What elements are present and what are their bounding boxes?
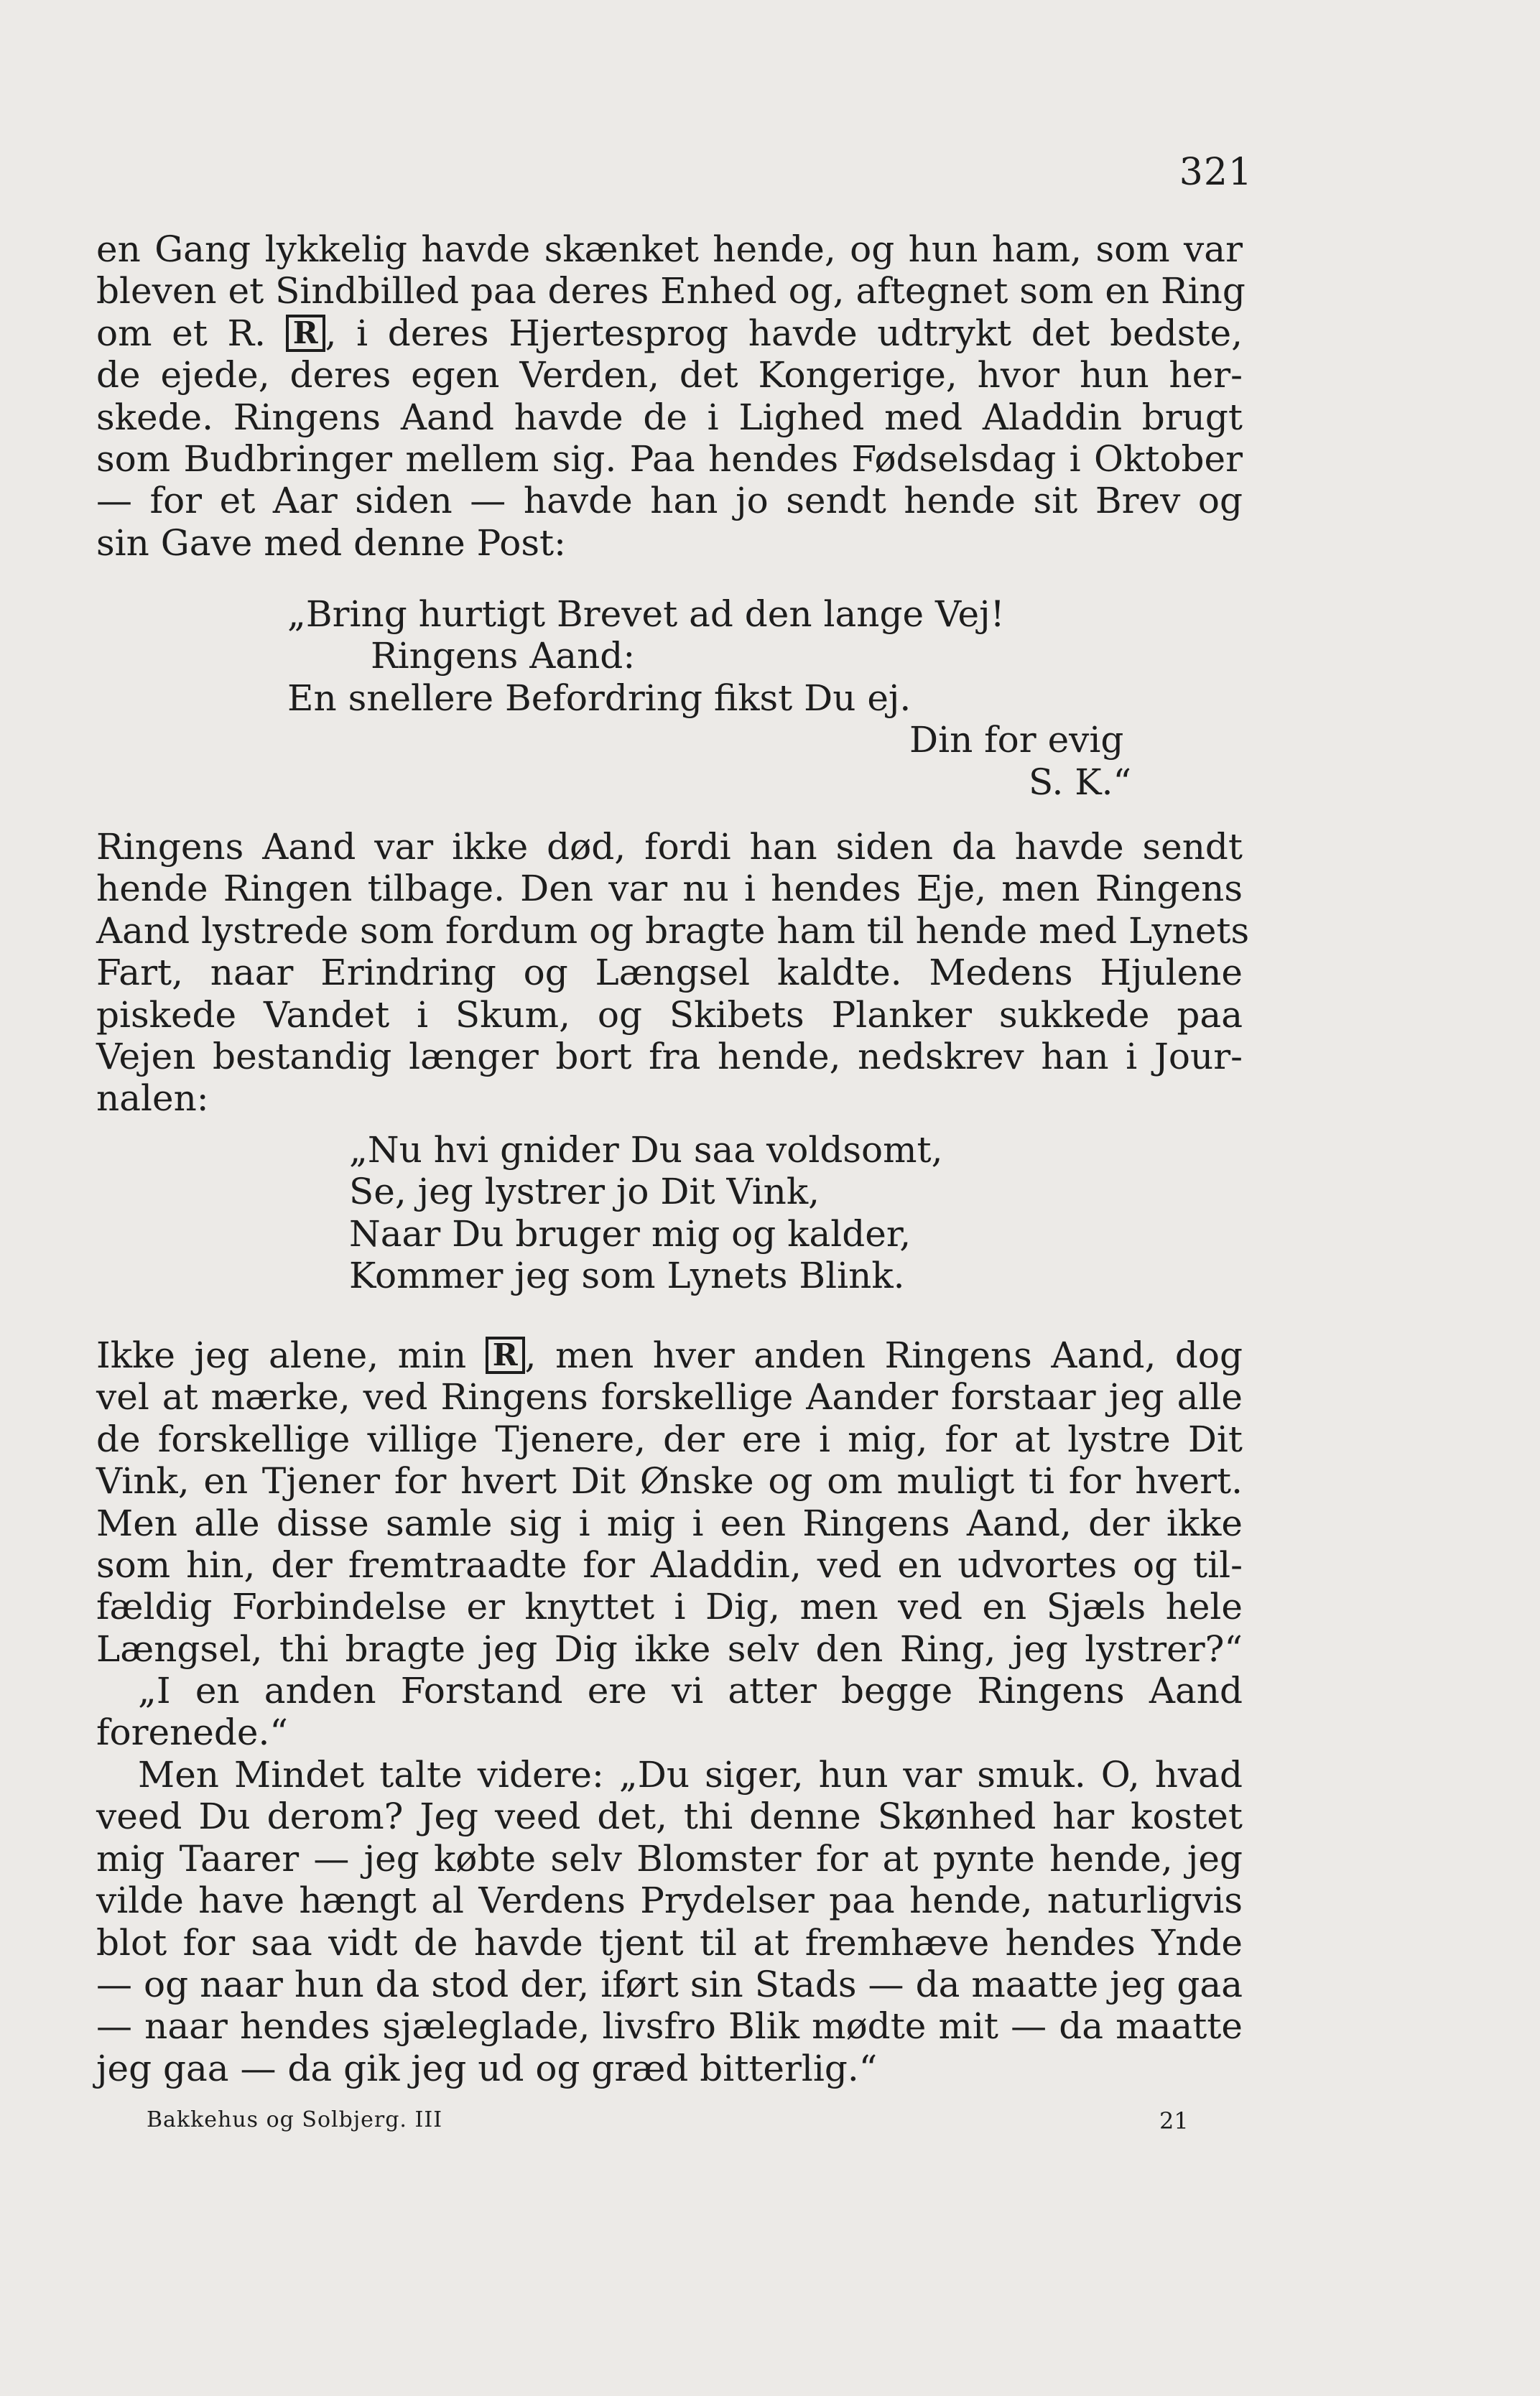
text-line: de ejede, deres egen Verden, det Kongerige, hvor hun her-: [96, 354, 1243, 396]
text-line: Ringens Aand var ikke død, fordi han siden da havde sendt: [96, 826, 1243, 868]
text-line: Fart, naar Erindring og Længsel kaldte. Medens Hjulene: [96, 952, 1243, 994]
text-line: en Gang lykkelig havde skænket hende, og hun ham, som var: [96, 228, 1243, 270]
text-line: sin Gave med denne Post:: [96, 521, 566, 564]
page-number: 321: [1179, 151, 1253, 194]
poem-line: Kommer jeg som Lynets Blink.: [349, 1255, 905, 1297]
poem-1: [287, 593, 1131, 803]
text-line: — for et Aar siden — havde han jo sendt hende sit Brev og: [96, 480, 1243, 522]
text-line: piskede Vandet i Skum, og Skibets Planker sukkede paa: [96, 993, 1243, 1036]
text-line: Aand lystrede som fordum og bragte ham til hende med Lynets: [96, 909, 1250, 952]
text-line: fældig Forbindelse er knyttet i Dig, men ved en Sjæls hele: [96, 1586, 1243, 1628]
text-line: skede. Ringens Aand havde de i Lighed med Aladdin brugt: [96, 396, 1243, 438]
text-line: de forskellige villige Tjenere, der ere i mig, for at lystre Dit: [96, 1418, 1243, 1460]
text-line: Længsel, thi bragte jeg Dig ikke selv den Ring, jeg lystrer?“: [96, 1627, 1243, 1670]
text-line: vilde have hængt al Verdens Prydelser paa hende, naturligvis: [96, 1880, 1243, 1922]
text-line: Vink, en Tjener for hvert Dit Ønske og om muligt ti for hvert.: [96, 1460, 1243, 1503]
text-line: bleven et Sindbilled paa deres Enhed og, aftegnet som en Ring: [96, 270, 1246, 312]
text-line: jeg gaa — da gik jeg ud og græd bitterlig.“: [96, 2047, 878, 2089]
text-line-end: , i deres Hjertesprog havde udtrykt det bedste,: [325, 312, 1243, 354]
text-line: Men Mindet talte videre: „Du siger, hun var smuk. O, hvad: [138, 1754, 1243, 1796]
text-line: forenede.“: [96, 1712, 288, 1754]
poem-2: [349, 1129, 943, 1297]
text-line: nalen:: [96, 1077, 209, 1120]
text-line: Men alle disse samle sig i mig i een Ringens Aand, der ikke: [96, 1502, 1243, 1544]
poem-line: Naar Du bruger mig og kalder,: [349, 1212, 912, 1255]
ring-symbol: R: [286, 315, 325, 352]
text-line-end: , men hver anden Ringens Aand, dog: [524, 1334, 1243, 1376]
ring-symbol: R: [486, 1337, 525, 1374]
text-line: blot for saa vidt de havde tjent til at fremhæve hendes Ynde: [96, 1921, 1243, 1964]
text-line-start: om et R.: [96, 312, 266, 354]
signature-number: 21: [1159, 2107, 1189, 2135]
text-line: mig Taarer — jeg købte selv Blomster for at pynte hende, jeg: [96, 1837, 1243, 1880]
footer-title: Bakkehus og Solbjerg. III: [147, 2107, 443, 2132]
text-line: — naar hendes sjæleglade, livsfro Blik mødte mit — da maatte: [96, 2005, 1243, 2048]
text-line: hende Ringen tilbage. Den var nu i hendes Eje, men Ringens: [96, 868, 1243, 910]
text-line: [96, 312, 1243, 354]
poem-line: Se, jeg lystrer jo Dit Vink,: [349, 1171, 820, 1213]
text-line-start: Ikke jeg alene, min: [96, 1334, 467, 1376]
text-line: vel at mærke, ved Ringens forskellige Aander forstaar jeg alle: [96, 1376, 1243, 1418]
poem-line: „Bring hurtigt Brevet ad den lange Vej!: [287, 593, 1005, 635]
paragraph-2: [96, 826, 1250, 1120]
paragraph-3: [96, 1334, 1243, 1670]
paragraph-5: [96, 1754, 1243, 2089]
poem-line: En snellere Befordring fikst Du ej.: [287, 677, 912, 719]
poem-line: S. K.“: [1029, 761, 1132, 803]
poem-line: Din for evig: [909, 719, 1124, 761]
text-line: — og naar hun da stod der, iført sin Stads — da maatte jeg gaa: [96, 1963, 1243, 2005]
text-line: [96, 1334, 1243, 1376]
text-line: Vejen bestandig længer bort fra hende, nedskrev han i Jour-: [96, 1035, 1243, 1077]
poem-line: „Nu hvi gnider Du saa voldsomt,: [349, 1129, 943, 1171]
text-line: som hin, der fremtraadte for Aladdin, ved en udvortes og til-: [96, 1543, 1243, 1586]
text-line: „I en anden Forstand ere vi atter begge Ringens Aand: [138, 1670, 1243, 1712]
poem-line: Ringens Aand:: [371, 635, 636, 677]
paragraph-1: [96, 228, 1246, 564]
text-line: veed Du derom? Jeg veed det, thi denne Skønhed har kostet: [96, 1796, 1243, 1838]
paragraph-4: [96, 1670, 1243, 1754]
text-line: som Budbringer mellem sig. Paa hendes Fødselsdag i Oktober: [96, 437, 1243, 480]
